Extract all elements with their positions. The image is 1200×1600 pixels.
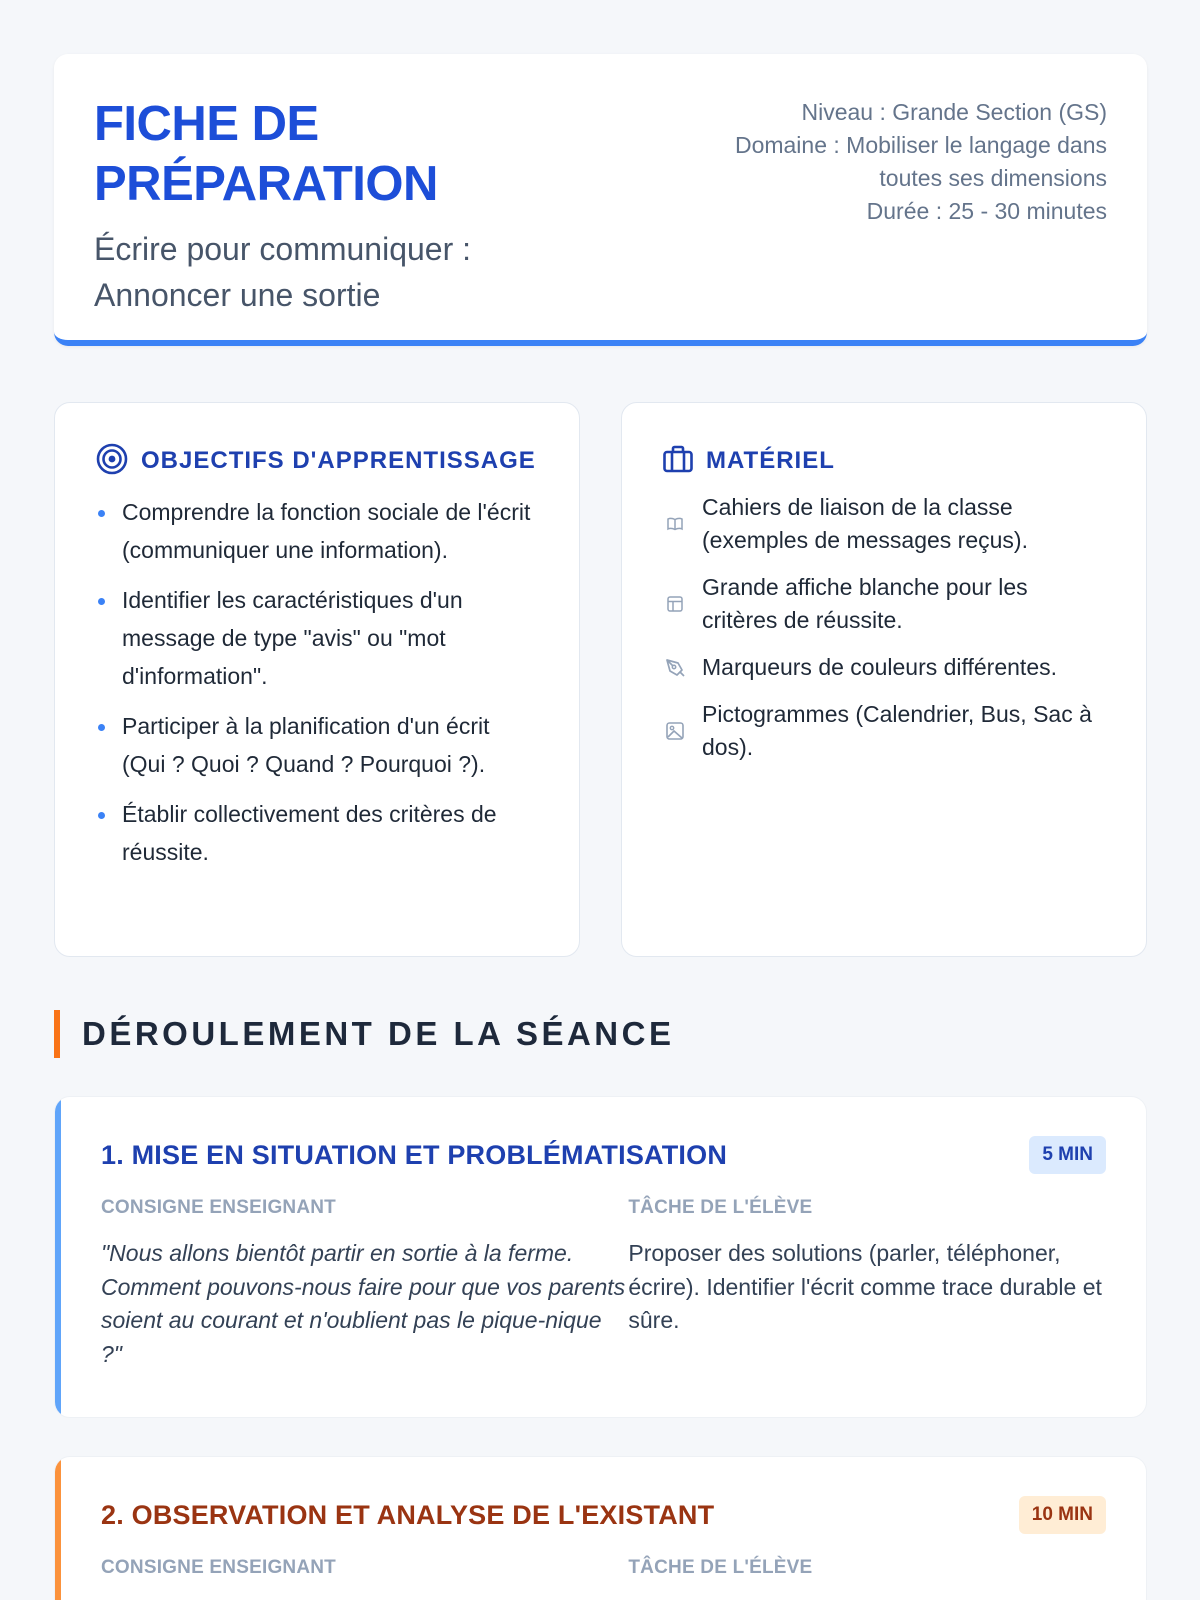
materials-header: [662, 443, 1106, 479]
page-title: [94, 94, 594, 214]
duration-badge: 5 MIN: [1029, 1136, 1106, 1174]
material-item: [662, 491, 1106, 557]
target-icon: [95, 442, 129, 481]
objective-item: Établir collectivement des critères de réussite.: [95, 795, 539, 871]
objectives-card: [54, 402, 580, 957]
section-title-block: [54, 1010, 674, 1058]
duration-badge: 10 MIN: [1019, 1496, 1106, 1534]
step-columns: [101, 1557, 1106, 1583]
student-text: Proposer des solutions (parler, téléphoner, écrire). Identifier l'écrit comme trace durable et sûre.: [628, 1240, 1102, 1333]
teacher-column: [101, 1557, 628, 1583]
subtitle-line1: Écrire pour communiquer :: [94, 231, 472, 267]
teacher-column: [101, 1197, 628, 1371]
step-card: [54, 1456, 1147, 1600]
meta-domaine-line2: toutes ses dimensions: [879, 165, 1107, 191]
objectives-list: [95, 493, 539, 871]
subtitle-line2: Annoncer une sortie: [94, 277, 381, 313]
section-title: DÉROULEMENT DE LA SÉANCE: [82, 1015, 675, 1052]
student-column: [628, 1557, 1106, 1583]
pen-icon: [662, 656, 688, 680]
page-title-line2: PRÉPARATION: [94, 157, 438, 211]
step-title: 1. MISE EN SITUATION ET PROBLÉMATISATION: [101, 1139, 728, 1170]
page-title-line1: FICHE DE: [94, 97, 319, 151]
step-columns: [101, 1197, 1106, 1371]
step-header: [101, 1495, 1106, 1535]
material-item: [662, 651, 1106, 684]
meta-domaine-line1: Domaine : Mobiliser le langage dans: [734, 132, 1107, 158]
meta-niveau: Niveau : Grande Section (GS): [801, 99, 1107, 125]
material-item: [662, 571, 1106, 637]
teacher-label: CONSIGNE ENSEIGNANT: [101, 1197, 336, 1218]
student-label: TÂCHE DE L'ÉLÈVE: [628, 1197, 813, 1218]
objective-item: Participer à la planification d'un écrit (Qui ? Quoi ? Quand ? Pourquoi ?).: [95, 707, 539, 783]
step-header: [101, 1135, 1106, 1175]
meta-duree: Durée : 25 - 30 minutes: [866, 198, 1107, 224]
page-subtitle: [94, 226, 594, 318]
header-card: [54, 54, 1147, 346]
objectives-title: OBJECTIFS D'APPRENTISSAGE: [141, 447, 536, 474]
teacher-text: "Nous allons bientôt partir en sortie à la ferme. Comment pouvons-nous faire pour que vos parents soient au courant et n'oublient pas le pique-nique ?": [101, 1240, 626, 1367]
objective-item: Identifier les caractéristiques d'un message de type "avis" ou "mot d'information".: [95, 581, 539, 695]
materials-card: [621, 402, 1147, 957]
materials-title: MATÉRIEL: [706, 447, 835, 474]
material-text: Pictogrammes (Calendrier, Bus, Sac à dos).: [702, 701, 1092, 760]
briefcase-icon: [662, 443, 694, 480]
objectives-header: [95, 443, 539, 479]
material-text: Cahiers de liaison de la classe (exemples de messages reçus).: [702, 494, 1028, 553]
book-icon: [662, 515, 688, 533]
step-title: 2. OBSERVATION ET ANALYSE DE L'EXISTANT: [101, 1499, 715, 1530]
header-meta: [667, 94, 1107, 340]
teacher-label: CONSIGNE ENSEIGNANT: [101, 1557, 336, 1578]
materials-list: [662, 491, 1106, 764]
material-text: Marqueurs de couleurs différentes.: [702, 654, 1057, 680]
objective-item: Comprendre la fonction sociale de l'écrit (communiquer une information).: [95, 493, 539, 569]
material-item: [662, 698, 1106, 764]
material-text: Grande affiche blanche pour les critères de réussite.: [702, 574, 1028, 633]
step-card: [54, 1096, 1147, 1418]
student-column: [628, 1197, 1106, 1371]
layout-icon: [662, 595, 688, 613]
image-icon: [662, 721, 688, 741]
header-title-block: [94, 94, 594, 340]
student-label: TÂCHE DE L'ÉLÈVE: [628, 1557, 813, 1578]
